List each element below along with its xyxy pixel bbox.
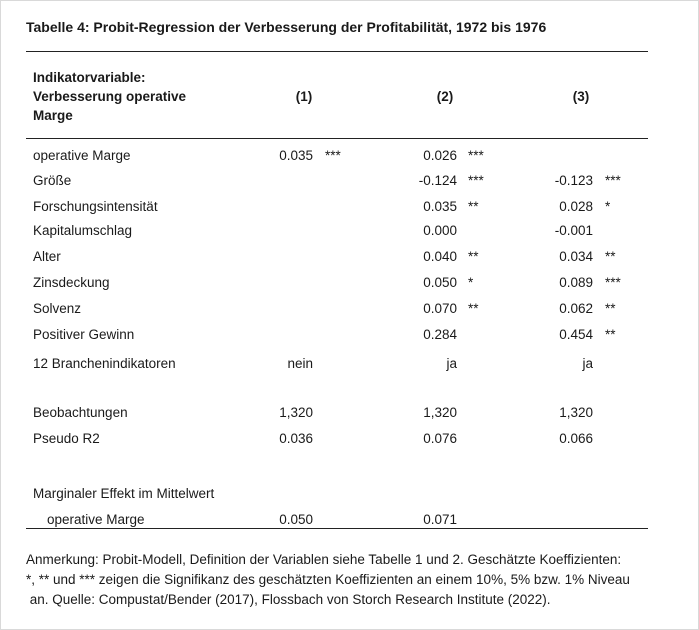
significance-col-3: ***: [605, 173, 621, 188]
bottom-rule: [26, 528, 648, 529]
column-header-3: (3): [572, 89, 590, 104]
coef-col-3: 0.089: [559, 275, 593, 290]
coef-col-2: 0.000: [423, 223, 457, 238]
coef-col-2: 0.050: [423, 275, 457, 290]
coef-col-1: nein: [287, 356, 313, 371]
row-label: Pseudo R2: [33, 431, 100, 446]
significance-col-2: **: [468, 249, 479, 264]
significance-col-2: *: [468, 275, 474, 290]
significance-col-2: **: [468, 301, 479, 316]
coef-col-2: 1,320: [423, 405, 457, 420]
column-header-2: (2): [436, 89, 454, 104]
significance-col-3: ***: [605, 275, 621, 290]
row-label: Beobachtungen: [33, 405, 128, 420]
significance-col-3: **: [605, 301, 616, 316]
coef-col-3: 0.034: [559, 249, 593, 264]
coef-col-1: 1,320: [279, 405, 313, 420]
note-line: an. Quelle: Compustat/Bender (2017), Flossbach von Storch Research Institute (2022).: [26, 592, 551, 607]
coef-col-3: 0.062: [559, 301, 593, 316]
coef-col-2: 0.026: [423, 148, 457, 163]
row-label: Forschungsintensität: [33, 199, 158, 214]
significance-col-2: ***: [468, 148, 484, 163]
coef-col-3: ja: [582, 356, 593, 371]
row-label: Zinsdeckung: [33, 275, 110, 290]
row-label: Kapitalumschlag: [33, 223, 133, 238]
indicator-label: [33, 68, 233, 125]
table-note: [26, 550, 686, 610]
indicator-label-line: Marge: [33, 108, 73, 123]
coef-col-3: -0.001: [554, 223, 593, 238]
top-rule: [26, 51, 648, 52]
coef-col-2: ja: [446, 356, 457, 371]
significance-col-2: **: [468, 199, 479, 214]
row-label: operative Marge: [47, 512, 145, 527]
coef-col-3: 0.028: [559, 199, 593, 214]
row-label: Marginaler Effekt im Mittelwert: [33, 486, 215, 501]
coef-col-2: 0.035: [423, 199, 457, 214]
significance-col-1: ***: [325, 148, 341, 163]
significance-col-3: *: [605, 199, 611, 214]
coef-col-1: 0.035: [279, 148, 313, 163]
significance-col-3: **: [605, 327, 616, 342]
row-label: Positiver Gewinn: [33, 327, 135, 342]
indicator-label-line: Verbesserung operative: [33, 89, 187, 104]
coef-col-3: 1,320: [559, 405, 593, 420]
coef-col-2: 0.040: [423, 249, 457, 264]
note-line: Anmerkung: Probit-Modell, Definition der Variablen siehe Tabelle 1 und 2. Geschätzte Koeffizienten:: [26, 552, 622, 567]
indicator-label-line: Indikatorvariable:: [33, 70, 146, 85]
coef-col-3: 0.454: [559, 327, 593, 342]
coef-col-2: 0.284: [423, 327, 457, 342]
row-label: Alter: [33, 249, 61, 264]
coef-col-3: 0.066: [559, 431, 593, 446]
row-label: 12 Branchenindikatoren: [33, 356, 176, 371]
coef-col-2: 0.076: [423, 431, 457, 446]
header-rule: [26, 138, 648, 139]
coef-col-3: -0.123: [554, 173, 593, 188]
coef-col-1: 0.050: [279, 512, 313, 527]
significance-col-2: ***: [468, 173, 484, 188]
table-title: Tabelle 4: Probit-Regression der Verbesserung der Profitabilität, 1972 bis 1976: [26, 19, 547, 35]
coef-col-2: 0.070: [423, 301, 457, 316]
row-label: operative Marge: [33, 148, 131, 163]
row-label: Solvenz: [33, 301, 82, 316]
coef-col-2: -0.124: [418, 173, 457, 188]
coef-col-2: 0.071: [423, 512, 457, 527]
significance-col-3: **: [605, 249, 616, 264]
row-label: Größe: [33, 173, 72, 188]
note-line: *, ** und *** zeigen die Signifikanz des geschätzten Koeffizienten an einem 10%, 5% bzw. 1% Niveau: [26, 572, 630, 587]
coef-col-1: 0.036: [279, 431, 313, 446]
column-header-1: (1): [295, 89, 313, 104]
